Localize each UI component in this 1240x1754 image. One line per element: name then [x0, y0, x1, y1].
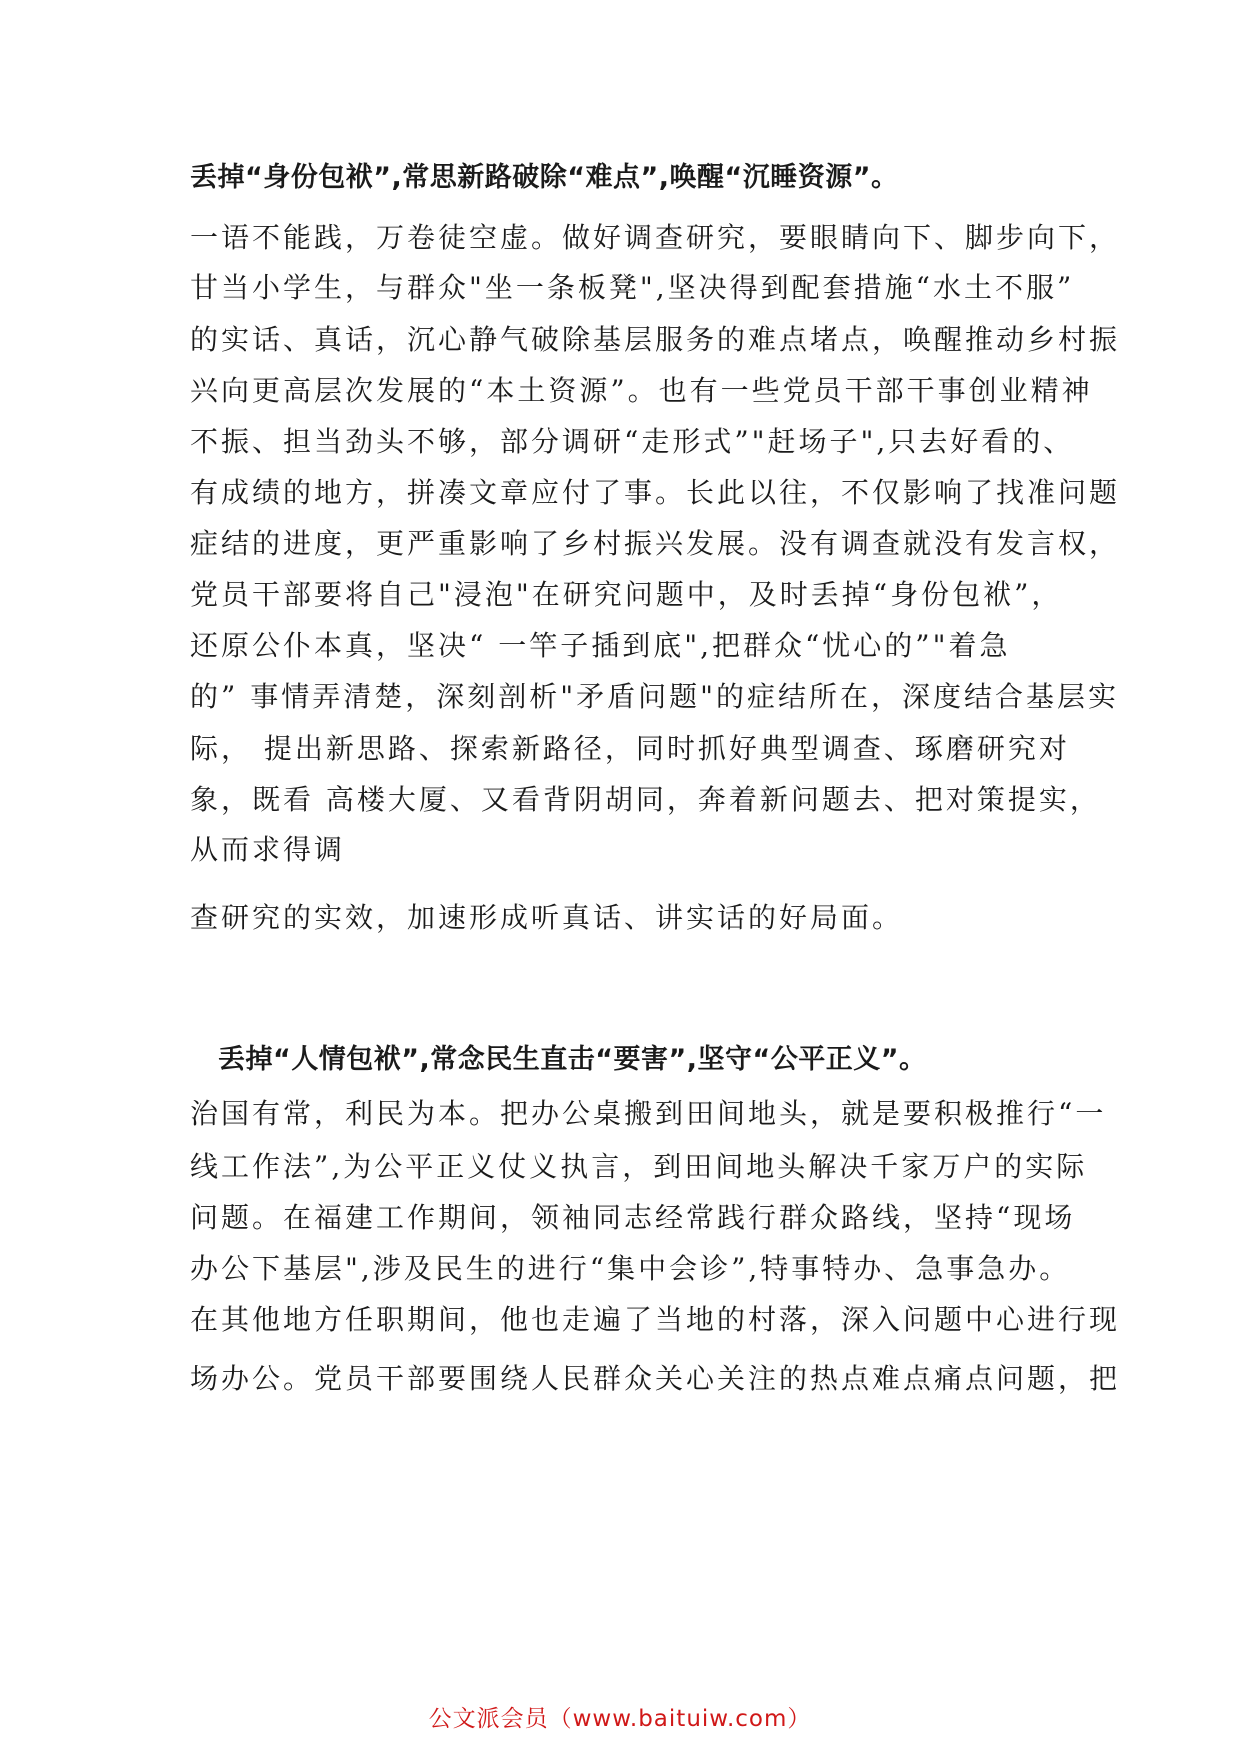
section1-heading: 丢掉“身份包袱”,常思新路破除“难点”,唤醒“沉睡资源”。: [190, 162, 899, 193]
section2-line: 线工作法”,为公平正义仗义执言，到田间地头解决千家万户的实际: [190, 1150, 1088, 1183]
section1-line: 不振、担当劲头不够，部分调研“走形式”"赶场子",只去好看的、: [190, 425, 1075, 458]
section1-line: 还原公仆本真，坚决“ 一竿子插到底",把群众“忧心的”"着急: [190, 629, 1011, 662]
section1-line: 党员干部要将自己"浸泡"在研究问题中，及时丢掉“身份包袱”，: [190, 578, 1063, 611]
section2-heading: 丢掉“人情包袱”,常念民生直击“要害”,坚守“公平正义”。: [218, 1044, 927, 1075]
section1-line: 的实话、真话，沉心静气破除基层服务的难点堵点，唤醒推动乡村振: [190, 323, 1121, 356]
section1-line: 际， 提出新思路、探索新路径，同时抓好典型调查、琢磨研究对: [190, 732, 1070, 765]
section2-line: 治国有常，利民为本。把办公桌搬到田间地头，就是要积极推行“一: [190, 1097, 1107, 1130]
section1-line: 一语不能践，万卷徒空虚。做好调查研究，要眼睛向下、脚步向下，: [190, 221, 1121, 254]
section2-line: 在其他地方任职期间，他也走遍了当地的村落，深入问题中心进行现: [190, 1303, 1121, 1336]
section1-line: 从而求得调: [190, 833, 346, 866]
section2-line: 办公下基层",涉及民生的进行“集中会诊”,特事特办、急事急办。: [190, 1252, 1071, 1285]
section1-line: 查研究的实效，加速形成听真话、讲实话的好局面。: [190, 901, 904, 934]
footer-watermark: 公文派会员（www.baituiw.com）: [428, 1706, 812, 1732]
section1-line: 甘当小学生，与群众"坐一条板凳",坚决得到配套措施“水土不服”: [190, 271, 1075, 304]
section1-line: 的” 事情弄清楚，深刻剖析"矛盾问题"的症结所在，深度结合基层实: [190, 680, 1119, 713]
section1-line: 象，既看 高楼大厦、又看背阴胡同，奔着新问题去、把对策提实，: [190, 783, 1101, 816]
section2-line: 问题。在福建工作期间，领袖同志经常践行群众路线，坚持“现场: [190, 1201, 1076, 1234]
section1-line: 症结的进度，更严重影响了乡村振兴发展。没有调查就没有发言权，: [190, 527, 1121, 560]
section2-line: 场办公。党员干部要围绕人民群众关心关注的热点难点痛点问题，把: [190, 1362, 1121, 1395]
section1-line: 兴向更高层次发展的“本土资源”。也有一些党员干部干事创业精神: [190, 374, 1093, 407]
section1-line: 有成绩的地方，拼凑文章应付了事。长此以往，不仅影响了找准问题: [190, 476, 1121, 509]
